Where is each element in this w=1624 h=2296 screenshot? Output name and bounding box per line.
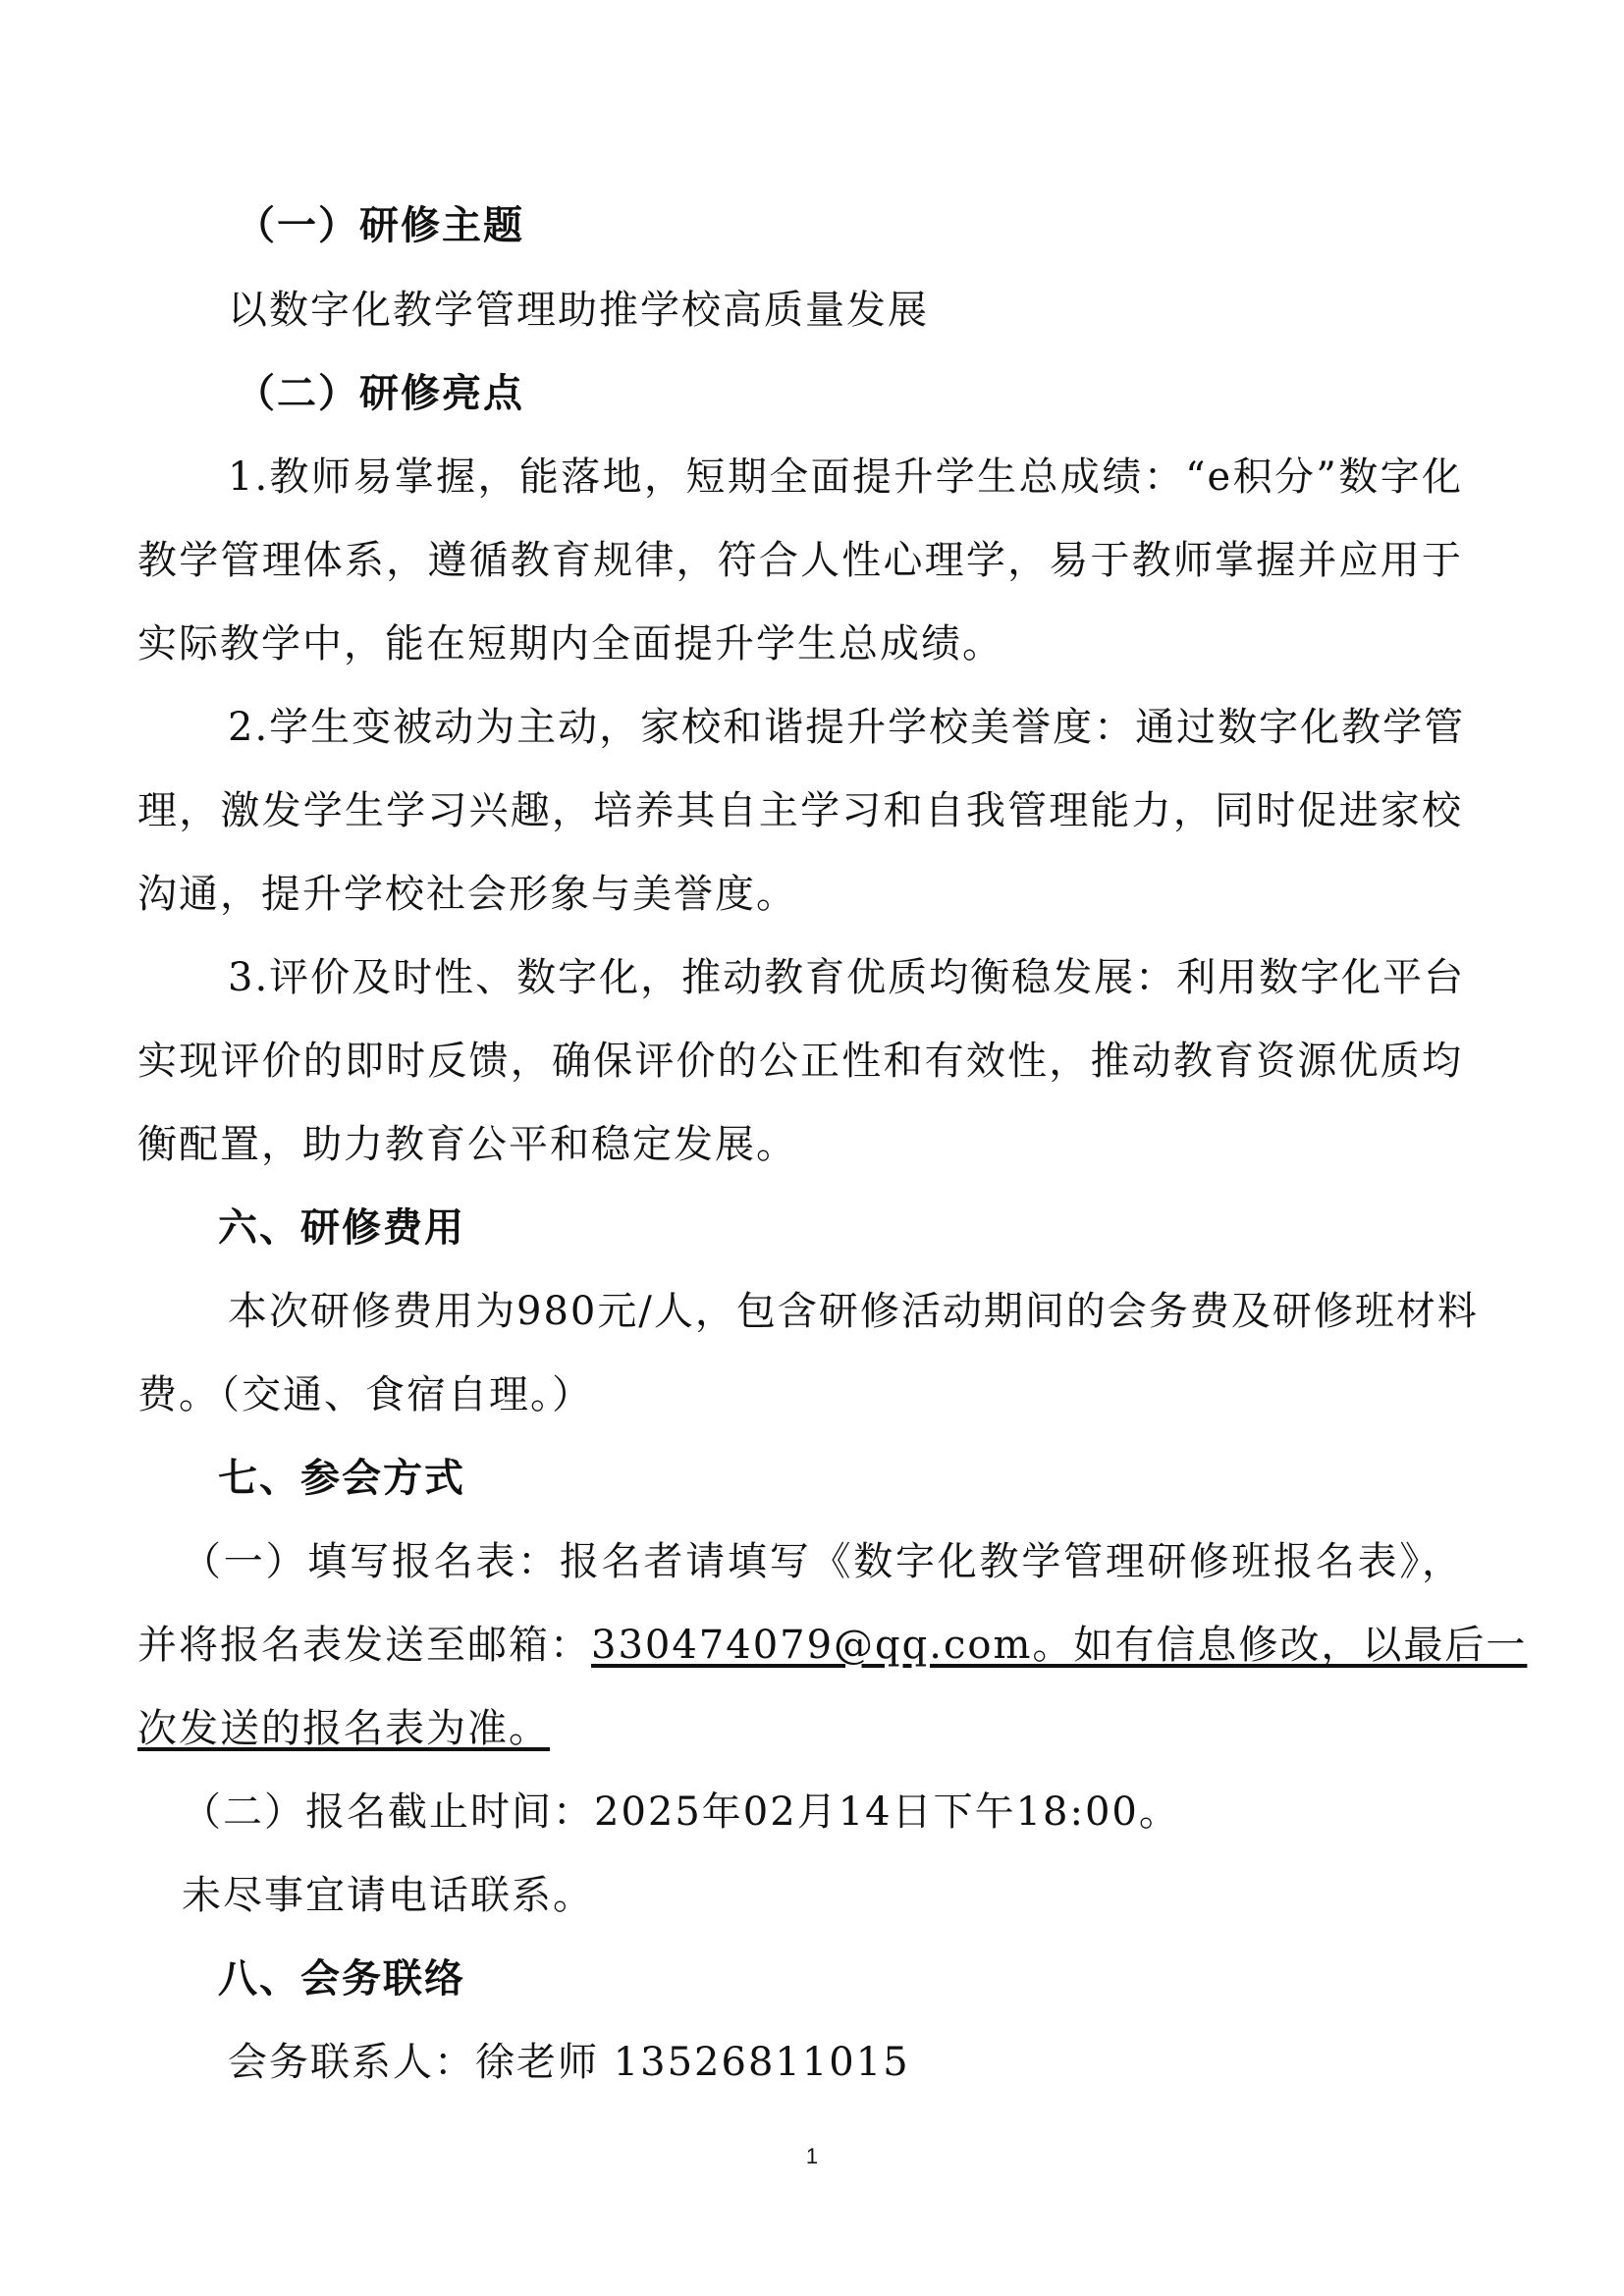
method-1-line-3: 次发送的报名表为准。 — [137, 1706, 550, 1751]
highlight-2-line-3: 沟通，提升学校社会形象与美誉度。 — [137, 872, 797, 917]
highlight-3-line-1: 3.评价及时性、数字化，推动教育优质均衡稳发展：利用数字化平台 — [228, 955, 1466, 1000]
fee-line-2: 费。（交通、食宿自理。） — [137, 1372, 593, 1417]
highlight-1-line-1: 1.教师易掌握，能落地，短期全面提升学生总成绩：“e积分”数字化 — [228, 454, 1463, 500]
method-1-email-prefix: 并将报名表发送至邮箱： — [137, 1623, 591, 1668]
heading-attendance-method: 七、参会方式 — [218, 1456, 465, 1501]
method-1-line-2 — [137, 1618, 1527, 1673]
fee-line-1: 本次研修费用为980元/人，包含研修活动期间的会务费及研修班材料 — [228, 1289, 1479, 1334]
method-1-line-1: （一）填写报名表：报名者请填写《数字化教学管理研修班报名表》， — [182, 1539, 1463, 1584]
highlight-3-line-3: 衡配置，助力教育公平和稳定发展。 — [137, 1122, 797, 1167]
contact-note: 未尽事宜请电话联系。 — [182, 1873, 594, 1918]
heading-research-highlights: （二）研修亮点 — [236, 371, 524, 416]
heading-research-fee: 六、研修费用 — [218, 1205, 465, 1251]
highlight-2-line-2: 理，激发学生学习兴趣，培养其自主学习和自我管理能力，同时促进家校 — [137, 788, 1463, 833]
research-theme-text: 以数字化教学管理助推学校高质量发展 — [228, 288, 929, 333]
contact-person: 会务联系人：徐老师 13526811015 — [228, 2040, 910, 2085]
highlight-1-line-3: 实际教学中，能在短期内全面提升学生总成绩。 — [137, 621, 1003, 667]
registration-deadline: （二）报名截止时间：2025年02月14日下午18:00。 — [182, 1789, 1180, 1835]
highlight-3-line-2: 实现评价的即时反馈，确保评价的公正性和有效性，推动教育资源优质均 — [137, 1039, 1463, 1084]
highlight-1-line-2: 教学管理体系，遵循教育规律，符合人性心理学，易于教师掌握并应用于 — [137, 538, 1463, 583]
page-number: 1 — [805, 2144, 819, 2168]
heading-research-theme: （一）研修主题 — [236, 203, 524, 248]
heading-contact: 八、会务联络 — [218, 1956, 465, 2002]
email-link[interactable]: 330474079@qq.com。如有信息修改，以最后一 — [591, 1623, 1528, 1668]
highlight-2-line-1: 2.学生变被动为主动，家校和谐提升学校美誉度：通过数字化教学管 — [228, 705, 1466, 750]
